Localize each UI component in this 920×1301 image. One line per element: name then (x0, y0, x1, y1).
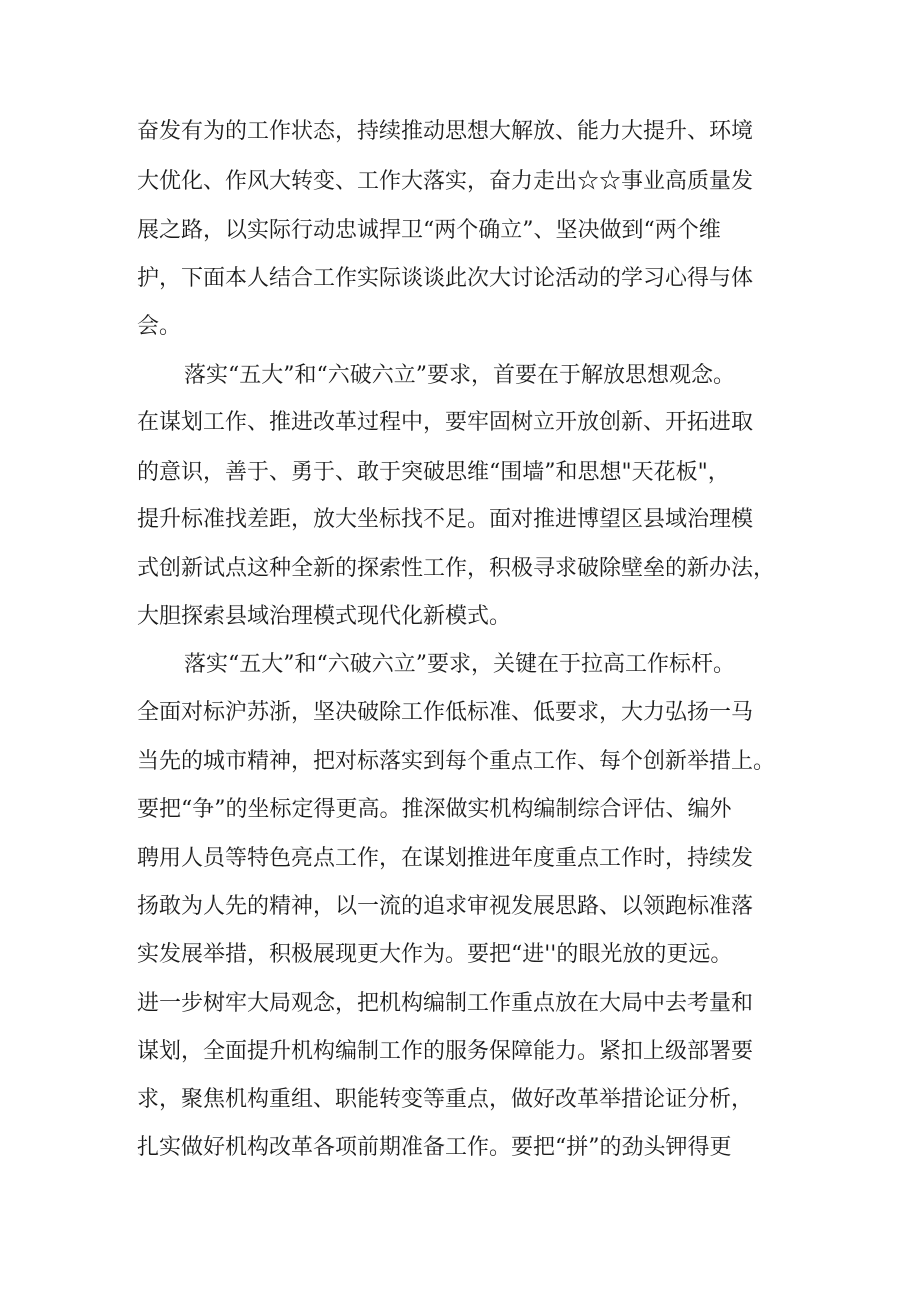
body-text-line: 要把“争”的坐标定得更高。推深做实机构编制综合评估、编外 (137, 797, 732, 822)
body-text-line: 的意识，善于、勇于、敢于突破思维“围墙”和思想"天花板"， (137, 460, 730, 485)
body-text-line: 会。 (137, 314, 182, 339)
body-text-line: 在谋划工作、推进改革过程中，要牢固树立开放创新、开拓进取 (137, 410, 754, 435)
body-text-line: 扬敢为人先的精神，以一流的追求审视发展思路、以领跑标准落 (137, 894, 754, 919)
body-text-line: 提升标准找差距，放大坐标找不足。面对推进博望区县域治理模 (137, 507, 754, 532)
body-text-line: 当先的城市精神，把对标落实到每个重点工作、每个创新举措上。 (137, 749, 776, 774)
body-text-line: 扎实做好机构改革各项前期准备工作。要把“拼”的劲头钾得更 (137, 1135, 732, 1160)
body-text-line: 展之路，以实际行动忠诚捍卫“两个确立”、坚决做到“两个维 (137, 218, 721, 243)
body-text-line: 大胆探索县域治理模式现代化新模式。 (137, 604, 512, 629)
body-text-line: 进一步树牢大局观念，把机构编制工作重点放在大局中去考量和 (137, 991, 754, 1016)
body-text-line: 聘用人员等特色亮点工作，在谋划推进年度重点工作时，持续发 (137, 846, 754, 871)
body-text-line: 大优化、作风大转变、工作大落实，奋力走出☆☆事业高质量发 (137, 169, 754, 194)
body-text-line: 护，下面本人结合工作实际谈谈此次大讨论活动的学习心得与体 (137, 266, 754, 291)
paragraph-first-line: 落实“五大”和“六破六立”要求，关键在于拉高工作标杆。 (184, 652, 735, 677)
body-text-line: 式创新试点这种全新的探索性工作，积极寻求破除壁垒的新办法， (137, 556, 776, 581)
paragraph-first-line: 落实“五大”和“六破六立”要求，首要在于解放思想观念。 (184, 363, 735, 388)
body-text-line: 实发展举措，积极展现更大作为。要把“进''的眼光放的更远。 (137, 942, 733, 967)
body-text-line: 全面对标沪苏浙，坚决破除工作低标准、低要求，大力弘扬一马 (137, 700, 754, 725)
body-text-line: 谋划，全面提升机构编制工作的服务保障能力。紧扣上级部署要 (137, 1039, 754, 1064)
body-text-line: 奋发有为的工作状态，持续推动思想大解放、能力大提升、环境 (137, 119, 754, 144)
body-text-line: 求，聚焦机构重组、职能转变等重点，做好改革举措论证分析， (137, 1087, 754, 1112)
